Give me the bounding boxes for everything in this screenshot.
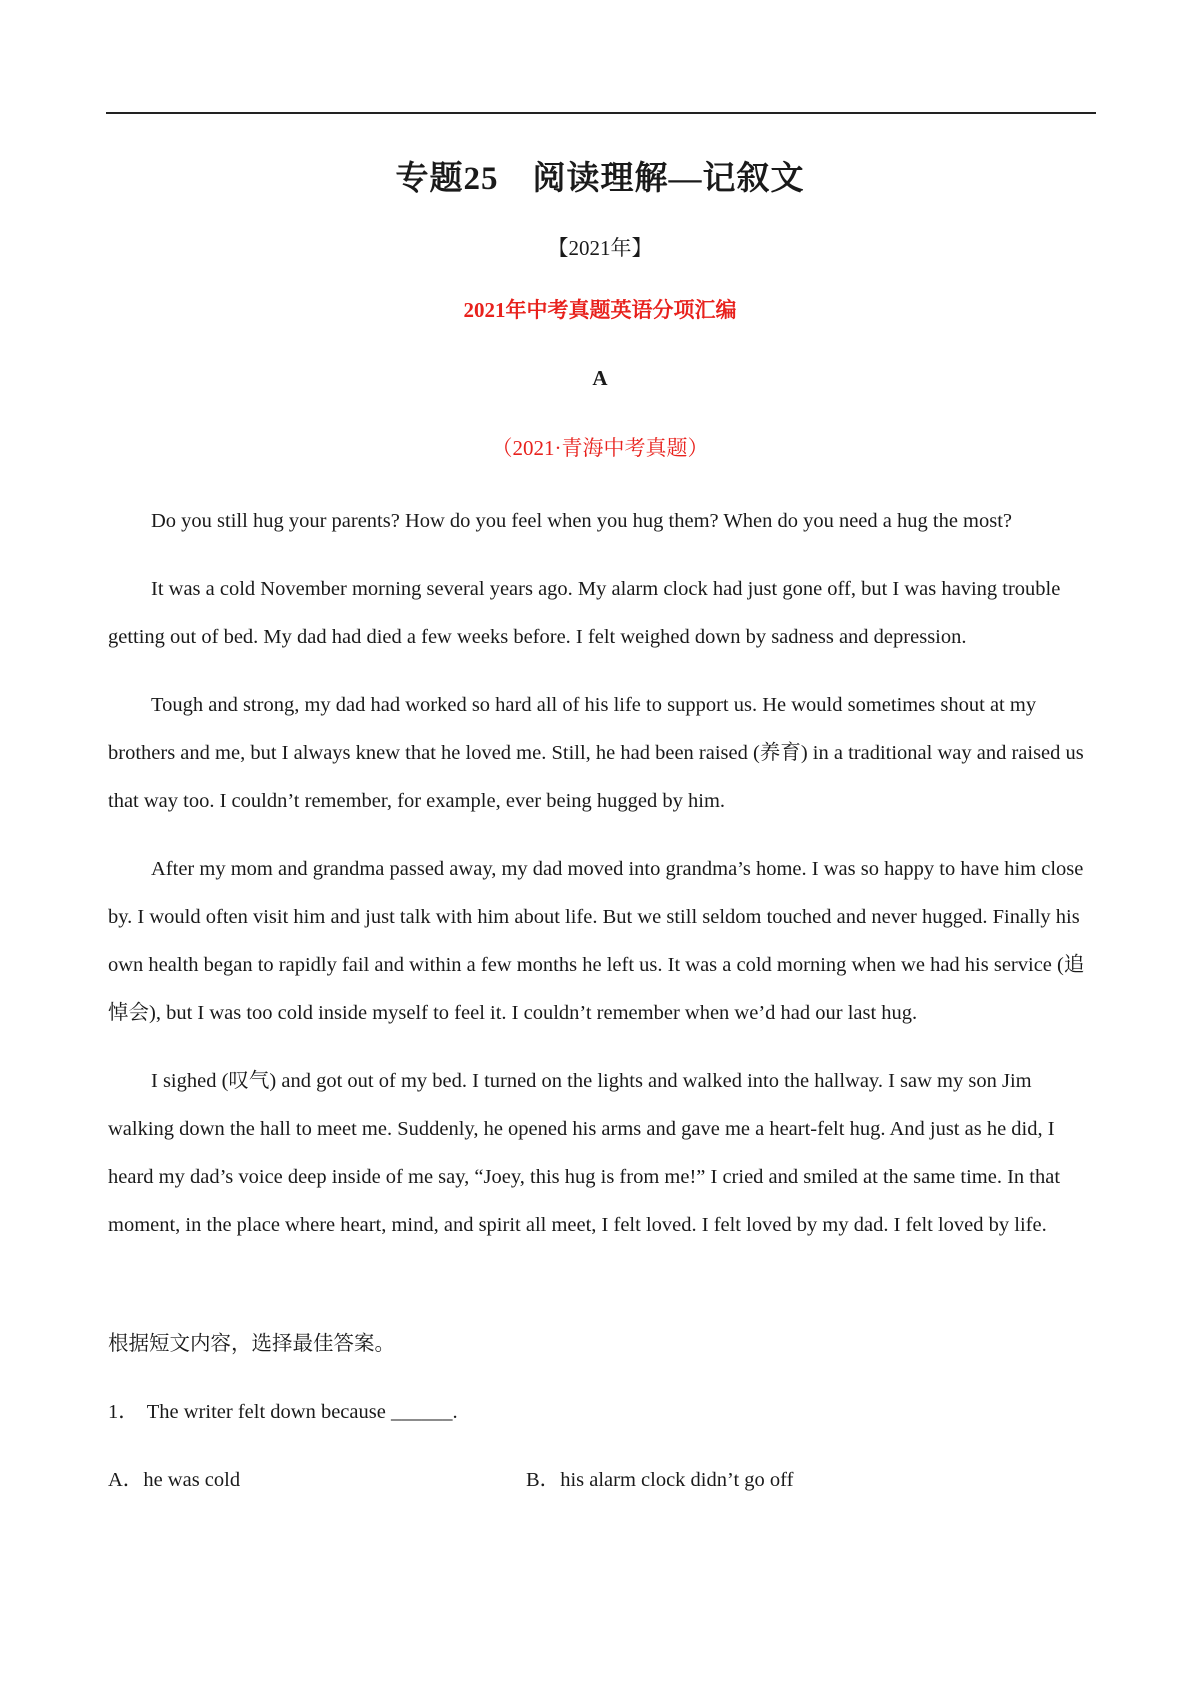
- option-text: he was cold: [143, 1469, 241, 1491]
- passage-source: （2021·青海中考真题）: [491, 436, 709, 460]
- option-text: his alarm clock didn’t go off: [560, 1469, 794, 1491]
- collection-title: 2021年中考真题英语分项汇编: [463, 298, 737, 322]
- option-letter: A．: [108, 1469, 144, 1491]
- passage-paragraph: After my mom and grandma passed away, my dad moved into grandma’s home. I was so happy to have him close by. I would often visit him and just talk with him about life. But we still seldom touched and never hugged. Finally his own health began to rapidly fail and within a few months he left us. It was a cold morning when we had his service (追悼会), but I was too cold inside myself to feel it. I couldn’t remember when we’d had our last hug.: [108, 858, 1085, 1024]
- question-1: [108, 1388, 458, 1436]
- question-instruction: 根据短文内容，选择最佳答案。: [108, 1333, 395, 1355]
- page-title: 专题25 阅读理解—记叙文: [395, 161, 805, 197]
- option-letter: B．: [526, 1469, 561, 1491]
- option-b: [526, 1456, 793, 1504]
- question-number: 1．: [108, 1401, 139, 1423]
- option-a: [108, 1456, 240, 1504]
- question-stem: The writer felt down because ______.: [146, 1401, 458, 1423]
- passage-letter: A: [592, 366, 608, 390]
- passage-paragraph: Do you still hug your parents? How do you feel when you hug them? When do you need a hug the most?: [151, 510, 1013, 532]
- year-label: 【2021年】: [547, 236, 653, 260]
- passage-paragraph: I sighed (叹气) and got out of my bed. I turned on the lights and walked into the hallway. I saw my son Jim walking down the hall to meet me. Suddenly, he opened his arms and gave me a heart-felt hug. And just as he did, I heard my dad’s voice deep inside of me say, “Joey, this hug is from me!” I cried and smiled at the same time. In that moment, in the place where heart, mind, and spirit all meet, I felt loved. I felt loved by my dad. I felt loved by life.: [108, 1070, 1061, 1236]
- passage-paragraph: It was a cold November morning several years ago. My alarm clock had just gone off, but I was having trouble getting out of bed. My dad had died a few weeks before. I felt weighed down by sadness and depression.: [108, 578, 1061, 648]
- header-rule: [106, 112, 1096, 114]
- passage-body: [108, 497, 1098, 1269]
- passage-paragraph: Tough and strong, my dad had worked so hard all of his life to support us. He would sometimes shout at my brothers and me, but I always knew that he loved me. Still, he had been raised (养育) in a traditional way and raised us that way too. I couldn’t remember, for example, ever being hugged by him.: [108, 694, 1084, 812]
